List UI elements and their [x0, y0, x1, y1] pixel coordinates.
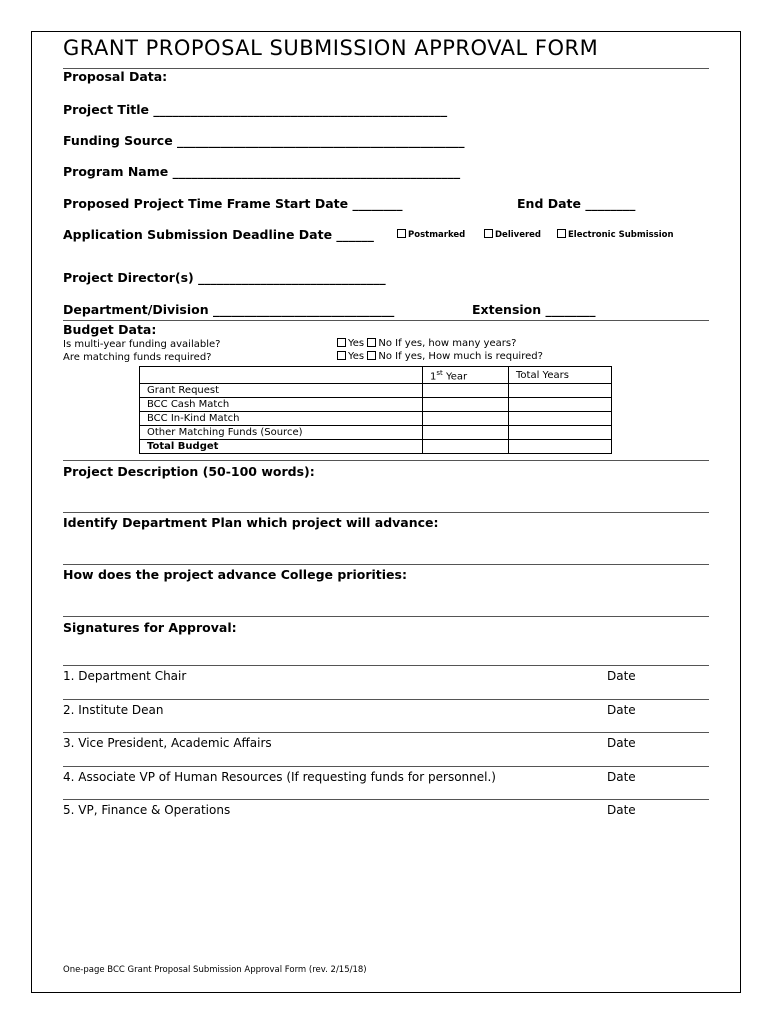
table-row [140, 398, 612, 412]
row-label: Other Matching Funds (Source) [140, 426, 423, 440]
signature-line-1[interactable]: 1. Department Chair [63, 669, 187, 683]
signature-line-5[interactable]: 5. VP, Finance & Operations [63, 803, 231, 817]
first-year-header: 1st Year [423, 367, 509, 384]
program-name-field[interactable]: Program Name ______________________________________________ [63, 164, 461, 179]
electronic-label: Electronic Submission [568, 230, 674, 240]
total-years-header: Total Years [509, 367, 612, 384]
total-years-cell[interactable] [509, 426, 612, 440]
start-date-field[interactable]: Proposed Project Time Frame Start Date ________ [63, 196, 403, 211]
multi-year-followup: If yes, how many years? [395, 338, 517, 349]
postmarked-label: Postmarked [408, 230, 466, 240]
divider [63, 699, 709, 700]
total-years-cell[interactable] [509, 398, 612, 412]
divider [63, 766, 709, 767]
matching-funds-question: Are matching funds required? [63, 352, 212, 363]
form-footer: One-page BCC Grant Proposal Submission Approval Form (rev. 2/15/18) [63, 965, 367, 975]
total-years-cell[interactable] [509, 384, 612, 398]
table-row [140, 384, 612, 398]
budget-data-heading: Budget Data: [63, 322, 157, 337]
divider [63, 732, 709, 733]
divider [63, 460, 709, 461]
multi-year-no-checkbox[interactable] [367, 338, 376, 347]
total-years-cell[interactable] [509, 412, 612, 426]
electronic-option[interactable] [557, 229, 674, 240]
table-row [140, 426, 612, 440]
divider [63, 320, 709, 321]
signature-date-1[interactable]: Date [607, 669, 636, 683]
total-years-cell[interactable] [509, 440, 612, 454]
row-label: BCC Cash Match [140, 398, 423, 412]
multi-year-yes-checkbox[interactable] [337, 338, 346, 347]
multi-year-options [337, 338, 516, 349]
delivered-label: Delivered [495, 230, 541, 240]
signature-line-3[interactable]: 3. Vice President, Academic Affairs [63, 736, 272, 750]
row-label: BCC In-Kind Match [140, 412, 423, 426]
form-page [31, 31, 741, 993]
project-description-heading: Project Description (50-100 words): [63, 464, 315, 479]
yes-label: Yes [348, 338, 365, 349]
proposal-data-heading: Proposal Data: [63, 69, 168, 84]
table-row [140, 412, 612, 426]
postmarked-checkbox[interactable] [397, 229, 406, 238]
matching-yes-checkbox[interactable] [337, 351, 346, 360]
extension-field[interactable]: Extension ________ [472, 302, 596, 317]
first-year-cell[interactable] [423, 440, 509, 454]
delivered-option[interactable] [484, 229, 541, 240]
table-corner-cell [140, 367, 423, 384]
signature-date-3[interactable]: Date [607, 736, 636, 750]
delivered-checkbox[interactable] [484, 229, 493, 238]
funding-source-field[interactable]: Funding Source ______________________________________________ [63, 133, 465, 148]
matching-funds-followup: If yes, How much is required? [395, 351, 543, 362]
budget-table [139, 366, 612, 454]
college-priorities-heading: How does the project advance College priorities: [63, 567, 407, 582]
no-label: No [378, 338, 392, 349]
first-year-cell[interactable] [423, 384, 509, 398]
signature-date-2[interactable]: Date [607, 703, 636, 717]
form-title: GRANT PROPOSAL SUBMISSION APPROVAL FORM [63, 36, 599, 60]
multi-year-question: Is multi-year funding available? [63, 339, 221, 350]
yes-label: Yes [348, 351, 365, 362]
signature-date-5[interactable]: Date [607, 803, 636, 817]
department-division-field[interactable]: Department/Division _____________________________ [63, 302, 395, 317]
first-year-cell[interactable] [423, 426, 509, 440]
matching-no-checkbox[interactable] [367, 351, 376, 360]
signature-line-4[interactable]: 4. Associate VP of Human Resources (If requesting funds for personnel.) [63, 770, 496, 784]
deadline-field[interactable]: Application Submission Deadline Date ______ [63, 227, 374, 242]
signature-line-2[interactable]: 2. Institute Dean [63, 703, 164, 717]
divider [63, 512, 709, 513]
first-year-cell[interactable] [423, 398, 509, 412]
signatures-heading: Signatures for Approval: [63, 620, 237, 635]
signature-date-4[interactable]: Date [607, 770, 636, 784]
project-directors-field[interactable]: Project Director(s) ______________________________ [63, 270, 386, 285]
postmarked-option[interactable] [397, 229, 465, 240]
no-label: No [378, 351, 392, 362]
row-label: Total Budget [140, 440, 423, 454]
department-plan-heading: Identify Department Plan which project will advance: [63, 515, 439, 530]
project-title-field[interactable]: Project Title _______________________________________________ [63, 102, 448, 117]
table-row [140, 440, 612, 454]
divider [63, 665, 709, 666]
first-year-cell[interactable] [423, 412, 509, 426]
matching-funds-options [337, 351, 543, 362]
table-header-row [140, 367, 612, 384]
row-label: Grant Request [140, 384, 423, 398]
divider [63, 616, 709, 617]
divider [63, 799, 709, 800]
end-date-field[interactable]: End Date ________ [517, 196, 636, 211]
electronic-checkbox[interactable] [557, 229, 566, 238]
divider [63, 564, 709, 565]
